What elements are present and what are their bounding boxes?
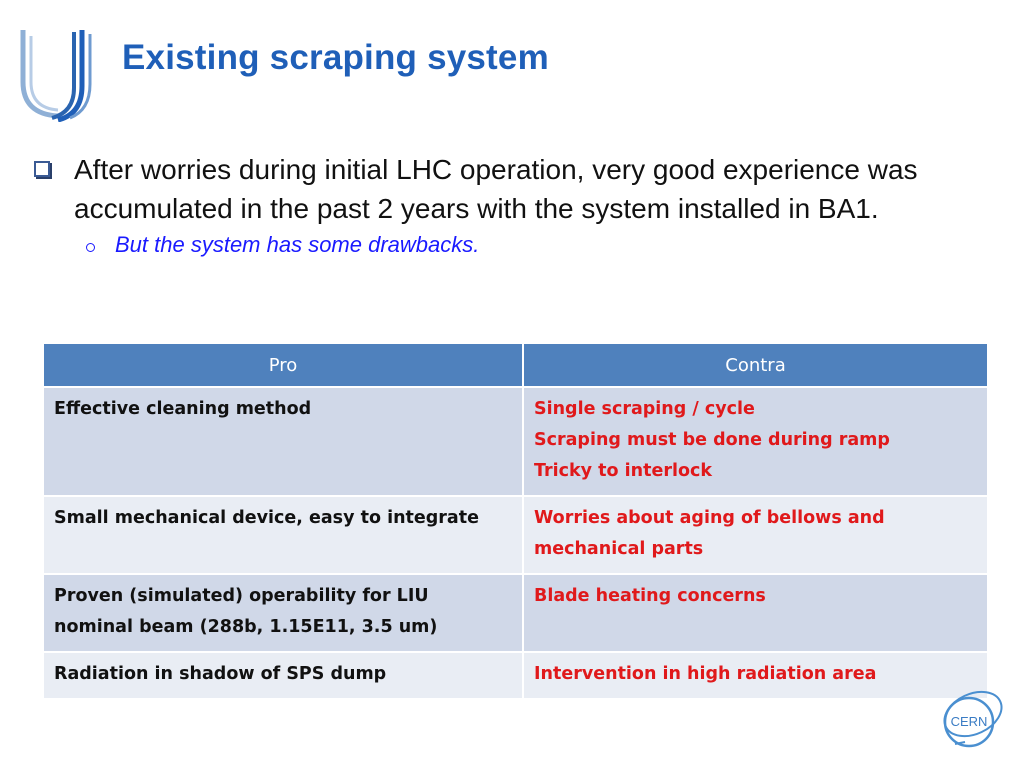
contra-line: Tricky to interlock — [534, 461, 712, 481]
sub-bullet-text: But the system has some drawbacks. — [115, 232, 480, 257]
liu-logo-icon — [18, 26, 98, 122]
contra-cell — [523, 574, 988, 652]
cern-logo-text: CERN — [950, 714, 988, 729]
contra-header: Contra — [523, 343, 988, 387]
table-header-row — [43, 343, 988, 387]
pro-line: Radiation in shadow of SPS dump — [54, 664, 387, 684]
pro-cell — [43, 387, 523, 496]
pro-line: Proven (simulated) operability for LIU nominal beam (288b, 1.15E11, 3.5 um) — [54, 586, 438, 637]
contra-line: Scraping must be done during ramp — [534, 430, 890, 450]
contra-line: Intervention in high radiation area — [534, 664, 877, 684]
contra-cell — [523, 652, 988, 699]
table-row — [43, 652, 988, 699]
pro-contra-table — [42, 342, 989, 700]
pro-header: Pro — [43, 343, 523, 387]
table-row — [43, 574, 988, 652]
bullet-item — [34, 150, 974, 228]
table-row — [43, 387, 988, 496]
pro-cell — [43, 652, 523, 699]
contra-line: Blade heating concerns — [534, 586, 766, 606]
cern-logo-icon — [935, 684, 1007, 756]
pro-cell — [43, 496, 523, 574]
contra-line: Single scraping / cycle — [534, 399, 755, 419]
bullet-list — [34, 150, 974, 258]
contra-line: Worries about aging of bellows and mechanical parts — [534, 508, 885, 559]
pro-line: Small mechanical device, easy to integrate — [54, 508, 479, 528]
bullet-text: After worries during initial LHC operation, very good experience was accumulated in the past 2 years with the system installed in BA1. — [74, 154, 918, 224]
square-bullet-icon — [34, 161, 50, 177]
circle-bullet-icon — [86, 243, 95, 252]
contra-cell — [523, 387, 988, 496]
sub-bullet-item — [86, 232, 974, 258]
pro-cell — [43, 574, 523, 652]
pro-line: Effective cleaning method — [54, 399, 312, 419]
contra-cell — [523, 496, 988, 574]
slide-title: Existing scraping system — [122, 38, 549, 77]
table-row — [43, 496, 988, 574]
